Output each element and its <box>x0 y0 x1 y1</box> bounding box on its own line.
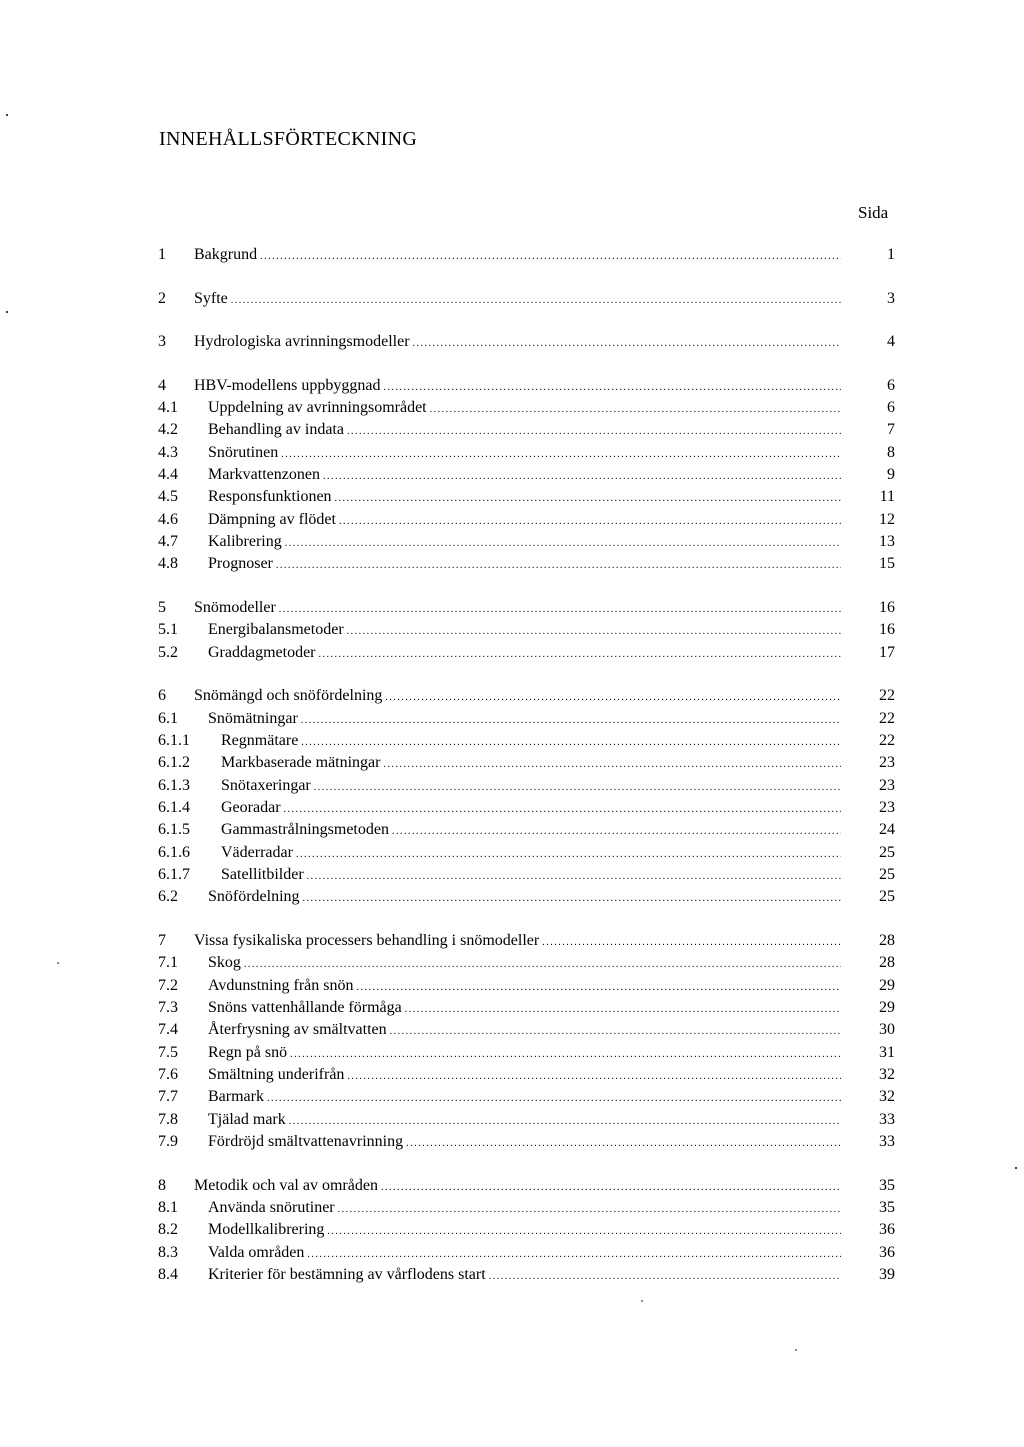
toc-entry-label: Satellitbilder <box>221 866 304 884</box>
toc-entry-number: 8.3 <box>158 1243 178 1261</box>
toc-entry-label: Regnmätare <box>221 731 299 749</box>
toc-entry-label: Gammastrålningsmetoden <box>221 821 389 839</box>
toc-entry-label: Snöns vattenhållande förmåga <box>208 999 402 1016</box>
toc-entry-page: 32 <box>879 1088 895 1106</box>
toc-entry-label: Snömätningar <box>208 709 298 727</box>
toc-entry-number: 6.1 <box>158 709 178 727</box>
toc-entry-label: Behandling av indata <box>208 421 344 439</box>
toc-entry-label: Metodik och val av områden <box>194 1176 378 1194</box>
toc-entry-number: 4.1 <box>158 399 178 416</box>
toc-entry-page: 9 <box>887 466 895 484</box>
toc-entry-label: Hydrologiska avrinningsmodeller <box>194 333 410 351</box>
toc-entry-page: 25 <box>879 888 895 906</box>
toc-entry-page: 12 <box>879 510 895 528</box>
toc-entry-page: 17 <box>879 643 895 661</box>
toc-entry-page: 23 <box>879 776 895 794</box>
toc-entry-label: Modellkalibrering <box>208 1221 325 1239</box>
toc-entry-label: Kriterier för bestämning av vårflodens start <box>208 1266 486 1284</box>
toc-entry-number: 8 <box>158 1176 166 1194</box>
toc-entry-label: Bakgrund <box>194 246 258 263</box>
toc-entry-number: 4.6 <box>158 510 178 528</box>
toc-entry-number: 4 <box>158 376 166 394</box>
toc-entry-number: 7.6 <box>158 1066 178 1084</box>
toc-entry-page: 13 <box>879 533 895 551</box>
toc-entry-label: Snöfördelning <box>208 888 300 906</box>
page-title: INNEHÅLLSFÖRTECKNING <box>159 128 418 150</box>
toc-entry-page: 22 <box>879 687 895 705</box>
toc-entry-page: 15 <box>879 555 895 573</box>
toc-entry-label: Väderradar <box>221 843 293 861</box>
toc-entry-number: 6 <box>158 687 166 705</box>
toc-entry-label: Responsfunktionen <box>208 488 332 506</box>
toc-entry-page: 4 <box>887 333 895 351</box>
toc-entry-page: 22 <box>879 709 895 727</box>
toc-entry-number: 5.1 <box>158 621 178 639</box>
toc-entry-page: 11 <box>879 488 895 506</box>
toc-entry-number: 5 <box>158 599 166 616</box>
toc-entry-page: 16 <box>879 621 895 639</box>
toc-entry-number: 7.3 <box>158 999 178 1016</box>
toc-entry-page: 1 <box>887 246 895 263</box>
toc-entry-label: Prognoser <box>208 555 273 573</box>
scan-speck <box>641 1300 643 1302</box>
toc-entry-label: Smältning underifrån <box>208 1066 345 1084</box>
toc-entry-number: 4.8 <box>158 555 178 573</box>
toc-entry-number: 8.1 <box>158 1199 178 1216</box>
toc-entry-page: 23 <box>879 799 895 816</box>
toc-entry-number: 7.7 <box>158 1088 178 1106</box>
scan-speck <box>6 114 8 116</box>
toc-entry-page: 39 <box>879 1266 895 1284</box>
toc-entry-page: 36 <box>879 1221 895 1239</box>
toc-entry-number: 6.1.5 <box>158 821 190 839</box>
toc-entry-label: Valda områden <box>208 1243 305 1261</box>
toc-entry-page: 29 <box>879 976 895 994</box>
toc-entry-page: 24 <box>879 821 895 839</box>
toc-entry-page: 3 <box>887 289 895 307</box>
toc-entry-label: Snömodeller <box>194 599 276 616</box>
toc-entry-label: Vissa fysikaliska processers behandling i snömodeller <box>194 931 540 949</box>
toc-entry-page: 28 <box>879 931 895 949</box>
toc-entry-page: 29 <box>879 999 895 1016</box>
toc-entry-label: Markbaserade mätningar <box>221 754 381 772</box>
toc-entry-page: 33 <box>879 1133 895 1151</box>
toc-entry-number: 6.1.6 <box>158 843 190 861</box>
toc-entry-number: 4.4 <box>158 466 178 484</box>
toc-entry-page: 36 <box>879 1243 895 1261</box>
toc-entry-number: 6.2 <box>158 888 178 906</box>
page-column-header: Sida <box>858 203 889 222</box>
toc-entry-page: 16 <box>879 599 895 616</box>
toc-entry-label: Skog <box>208 954 241 972</box>
toc-entry-number: 6.1.4 <box>158 799 190 816</box>
toc-entry-number: 6.1.2 <box>158 754 190 772</box>
toc-entry-number: 1 <box>158 246 166 263</box>
toc-entry-page: 30 <box>879 1021 895 1039</box>
toc-entry-label: Avdunstning från snön <box>208 976 354 994</box>
toc-entry-number: 5.2 <box>158 643 178 661</box>
toc-entry-label: Regn på snö <box>208 1043 288 1061</box>
toc-entry-label: Graddagmetoder <box>208 643 316 661</box>
toc-entry-number: 8.2 <box>158 1221 178 1239</box>
toc-entry-page: 6 <box>887 399 895 416</box>
toc-entry-label: Återfrysning av smältvatten <box>208 1021 387 1039</box>
scan-speck <box>57 962 59 964</box>
toc-entry-label: Snötaxeringar <box>221 776 311 794</box>
toc-entry-label: Energibalansmetoder <box>208 621 344 639</box>
toc-entry-label: Fördröjd smältvattenavrinning <box>208 1133 404 1151</box>
toc-entry-label: Snörutinen <box>208 443 279 461</box>
toc-entry-page: 35 <box>879 1199 895 1216</box>
toc-entry-number: 4.2 <box>158 421 178 439</box>
toc-entry-number: 6.1.7 <box>158 866 190 884</box>
toc-entry-page: 33 <box>879 1110 895 1128</box>
scan-speck <box>1015 1167 1017 1169</box>
toc-entry-number: 7.8 <box>158 1110 178 1128</box>
toc-entry-number: 7 <box>158 931 166 949</box>
toc-entry-number: 7.9 <box>158 1133 178 1151</box>
toc-entry-label: HBV-modellens uppbyggnad <box>194 376 381 394</box>
toc-entry-label: Dämpning av flödet <box>208 510 336 528</box>
toc-entry-page: 23 <box>879 754 895 772</box>
toc-entry-number: 7.4 <box>158 1021 178 1039</box>
toc-entry-label: Barmark <box>208 1088 264 1106</box>
toc-entry-label: Kalibrering <box>208 533 282 551</box>
toc-entry-label: Georadar <box>221 799 281 816</box>
toc-entry-label: Använda snörutiner <box>208 1199 335 1216</box>
toc-entry-page: 28 <box>879 954 895 972</box>
toc-entry-page: 6 <box>887 376 895 394</box>
toc-entry-page: 22 <box>879 731 895 749</box>
toc-entry-number: 8.4 <box>158 1266 178 1284</box>
toc-entry-number: 2 <box>158 289 166 307</box>
toc-entry-page: 31 <box>879 1043 895 1061</box>
toc-entry-page: 25 <box>879 843 895 861</box>
toc-entry-page: 7 <box>887 421 895 439</box>
toc-entry-label: Uppdelning av avrinningsområdet <box>208 399 427 416</box>
toc-entry-number: 7.5 <box>158 1043 178 1061</box>
toc-entry-number: 7.2 <box>158 976 178 994</box>
toc-entry-number: 6.1.1 <box>158 731 190 749</box>
toc-entry-number: 7.1 <box>158 954 178 972</box>
toc-entry-number: 3 <box>158 333 166 351</box>
toc-entry-label: Snömängd och snöfördelning <box>194 687 383 705</box>
toc-entry-number: 6.1.3 <box>158 776 190 794</box>
toc-entry-number: 4.3 <box>158 443 178 461</box>
toc-entry-page: 8 <box>887 443 895 461</box>
scan-speck <box>6 311 8 313</box>
toc-entry-label: Syfte <box>194 289 228 307</box>
toc-entry-page: 25 <box>879 866 895 884</box>
scan-speck <box>795 1349 797 1351</box>
toc-entry-page: 35 <box>879 1176 895 1194</box>
toc-entry-page: 32 <box>879 1066 895 1084</box>
toc-entry-number: 4.7 <box>158 533 178 551</box>
toc-entry-number: 4.5 <box>158 488 178 506</box>
toc-entry-label: Markvattenzonen <box>208 466 320 484</box>
toc-entry-label: Tjälad mark <box>208 1110 286 1128</box>
